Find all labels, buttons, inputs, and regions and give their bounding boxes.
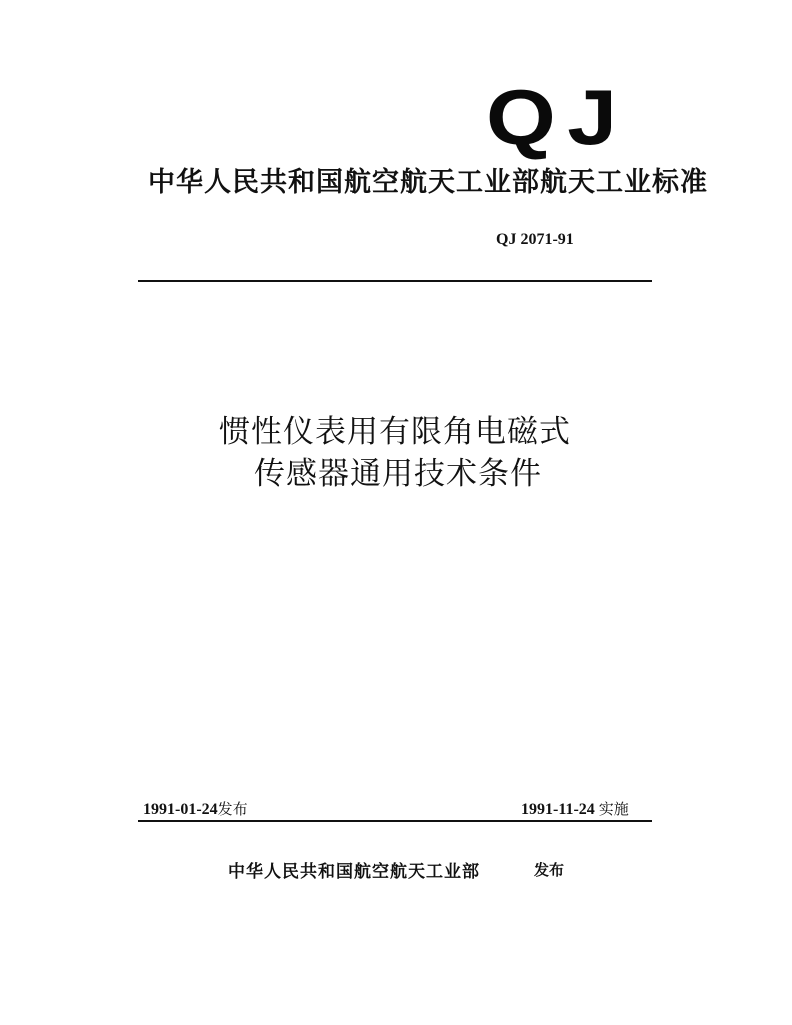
top-rule-divider — [138, 280, 652, 282]
publish-label: 发布 — [534, 861, 565, 879]
qj-logo: QJ — [486, 73, 629, 161]
document-title-line-1: 惯性仪表用有限角电磁式 — [219, 414, 571, 450]
agency-title: 中华人民共和国航空航天工业部航天工业标准 — [148, 167, 708, 198]
standard-code: QJ 2071-91 — [496, 231, 574, 248]
issue-label: 发布 — [217, 800, 248, 818]
bottom-rule-divider — [138, 820, 652, 822]
effective-date: 1991-11-24 — [521, 801, 595, 818]
effective-label: 实施 — [598, 800, 629, 818]
issue-date: 1991-01-24 — [143, 801, 218, 818]
publisher-name: 中华人民共和国航空航天工业部 — [228, 862, 480, 882]
document-title-line-2: 传感器通用技术条件 — [254, 456, 542, 492]
issue-date-block — [143, 798, 248, 819]
effective-date-block — [521, 798, 629, 819]
